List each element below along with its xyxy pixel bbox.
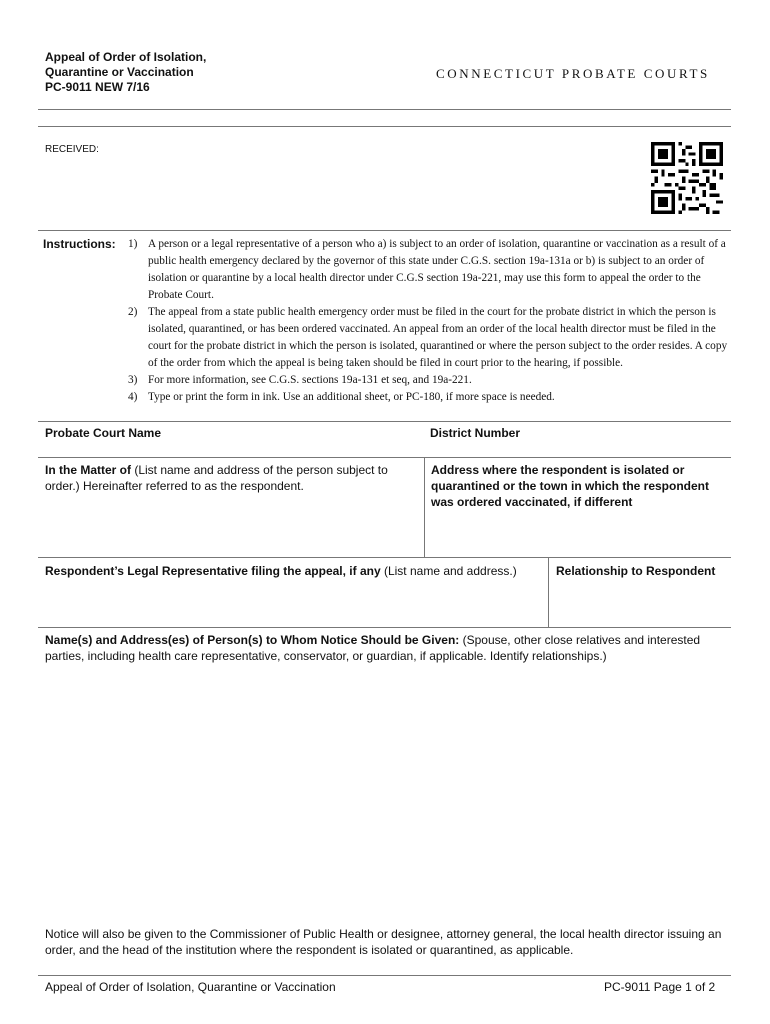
instruction-number: 2) (128, 306, 138, 318)
instruction-number: 1) (128, 238, 138, 250)
notice-persons-label: Name(s) and Address(es) of Person(s) to Whom Notice Should be Given: (45, 633, 460, 647)
instruction-number: 3) (128, 374, 138, 386)
instruction-item (128, 304, 728, 372)
instruction-text: Type or print the form in ink. Use an additional sheet, or PC-180, if more space is needed. (148, 391, 555, 403)
instructions-label: Instructions: (43, 237, 116, 251)
legal-representative-hint: (List name and address.) (380, 564, 517, 578)
footer-page-number: PC-9011 Page 1 of 2 (604, 980, 716, 994)
instructions-list (128, 236, 728, 406)
received-top-divider (38, 126, 731, 127)
form-title-line2: Quarantine or Vaccination (45, 65, 194, 79)
form-number: PC-9011 NEW 7/16 (45, 80, 150, 94)
probate-court-name-field[interactable]: Probate Court Name (45, 426, 162, 440)
instruction-item (128, 372, 728, 389)
header-divider (38, 109, 731, 110)
matter-of-label: In the Matter of (45, 463, 131, 477)
instruction-text: A person or a legal representative of a person who a) is subject to an order of isolation, quarantine or vaccination as a result of a public health emergency declared by the governor of this state under C.G.S. section 19a-131a or b) is subject to an order of isolation or quarantine by a local health director under C.G.S section 19a-221, may use this form to appeal the order to the Probate Court. (148, 238, 726, 301)
matter-column-divider (424, 457, 425, 557)
court-brand: CONNECTICUT PROBATE COURTS (436, 66, 710, 81)
matter-row-divider (38, 557, 731, 558)
instruction-text: For more information, see C.G.S. sections 19a-131 et seq, and 19a-221. (148, 374, 472, 386)
footer-divider (38, 975, 731, 976)
notice-persons-field[interactable] (45, 632, 725, 664)
instructions-top-divider (38, 230, 731, 231)
court-row-divider (38, 457, 731, 458)
legal-representative-label: Respondent’s Legal Representative filing the appeal, if any (45, 564, 381, 578)
instruction-number: 4) (128, 391, 138, 403)
district-number-field[interactable]: District Number (430, 426, 521, 440)
instruction-item (128, 389, 728, 406)
matter-of-hint: (List name and address of the person subject to order.) Hereinafter referred to as the respondent. (45, 463, 388, 493)
form-title (45, 50, 285, 95)
instruction-text: The appeal from a state public health emergency order must be filed in the court for the probate district in which the person is isolated, quarantined, or has been ordered vaccinated. An appeal from an order of the local health director must be filed in the court for the probate district in which the person is isolated, quarantined or where the person subject to the order resides. A copy of the order from which the appeal is being taken should be filed in court prior to the hearing, if possible. (148, 306, 728, 369)
relationship-field[interactable]: Relationship to Respondent (556, 564, 716, 578)
notice-persons-hint: (Spouse, other close relatives and interested parties, including health care representative, conservator, or guardian, if applicable. Identify relationships.) (45, 633, 701, 663)
footer-form-title: Appeal of Order of Isolation, Quarantine or Vaccination (45, 980, 336, 994)
legal-representative-field[interactable] (45, 563, 550, 579)
form-title-line1: Appeal of Order of Isolation, (45, 50, 207, 64)
respondent-address-field[interactable]: Address where the respondent is isolated or quarantined or the town in which the respondent was ordered vaccinated, if different (431, 463, 710, 509)
instruction-item (128, 236, 728, 304)
received-label: RECEIVED: (45, 144, 99, 155)
matter-of-field[interactable] (45, 462, 415, 494)
rep-row-divider (38, 627, 731, 628)
form-top-divider (38, 421, 731, 422)
notice-footnote: Notice will also be given to the Commissioner of Public Health or designee, attorney general, the local health director issuing an order, and the head of the institution where the respondent is isolated or quarantined, as applicable. (45, 927, 722, 957)
qr-code-icon (651, 142, 723, 214)
